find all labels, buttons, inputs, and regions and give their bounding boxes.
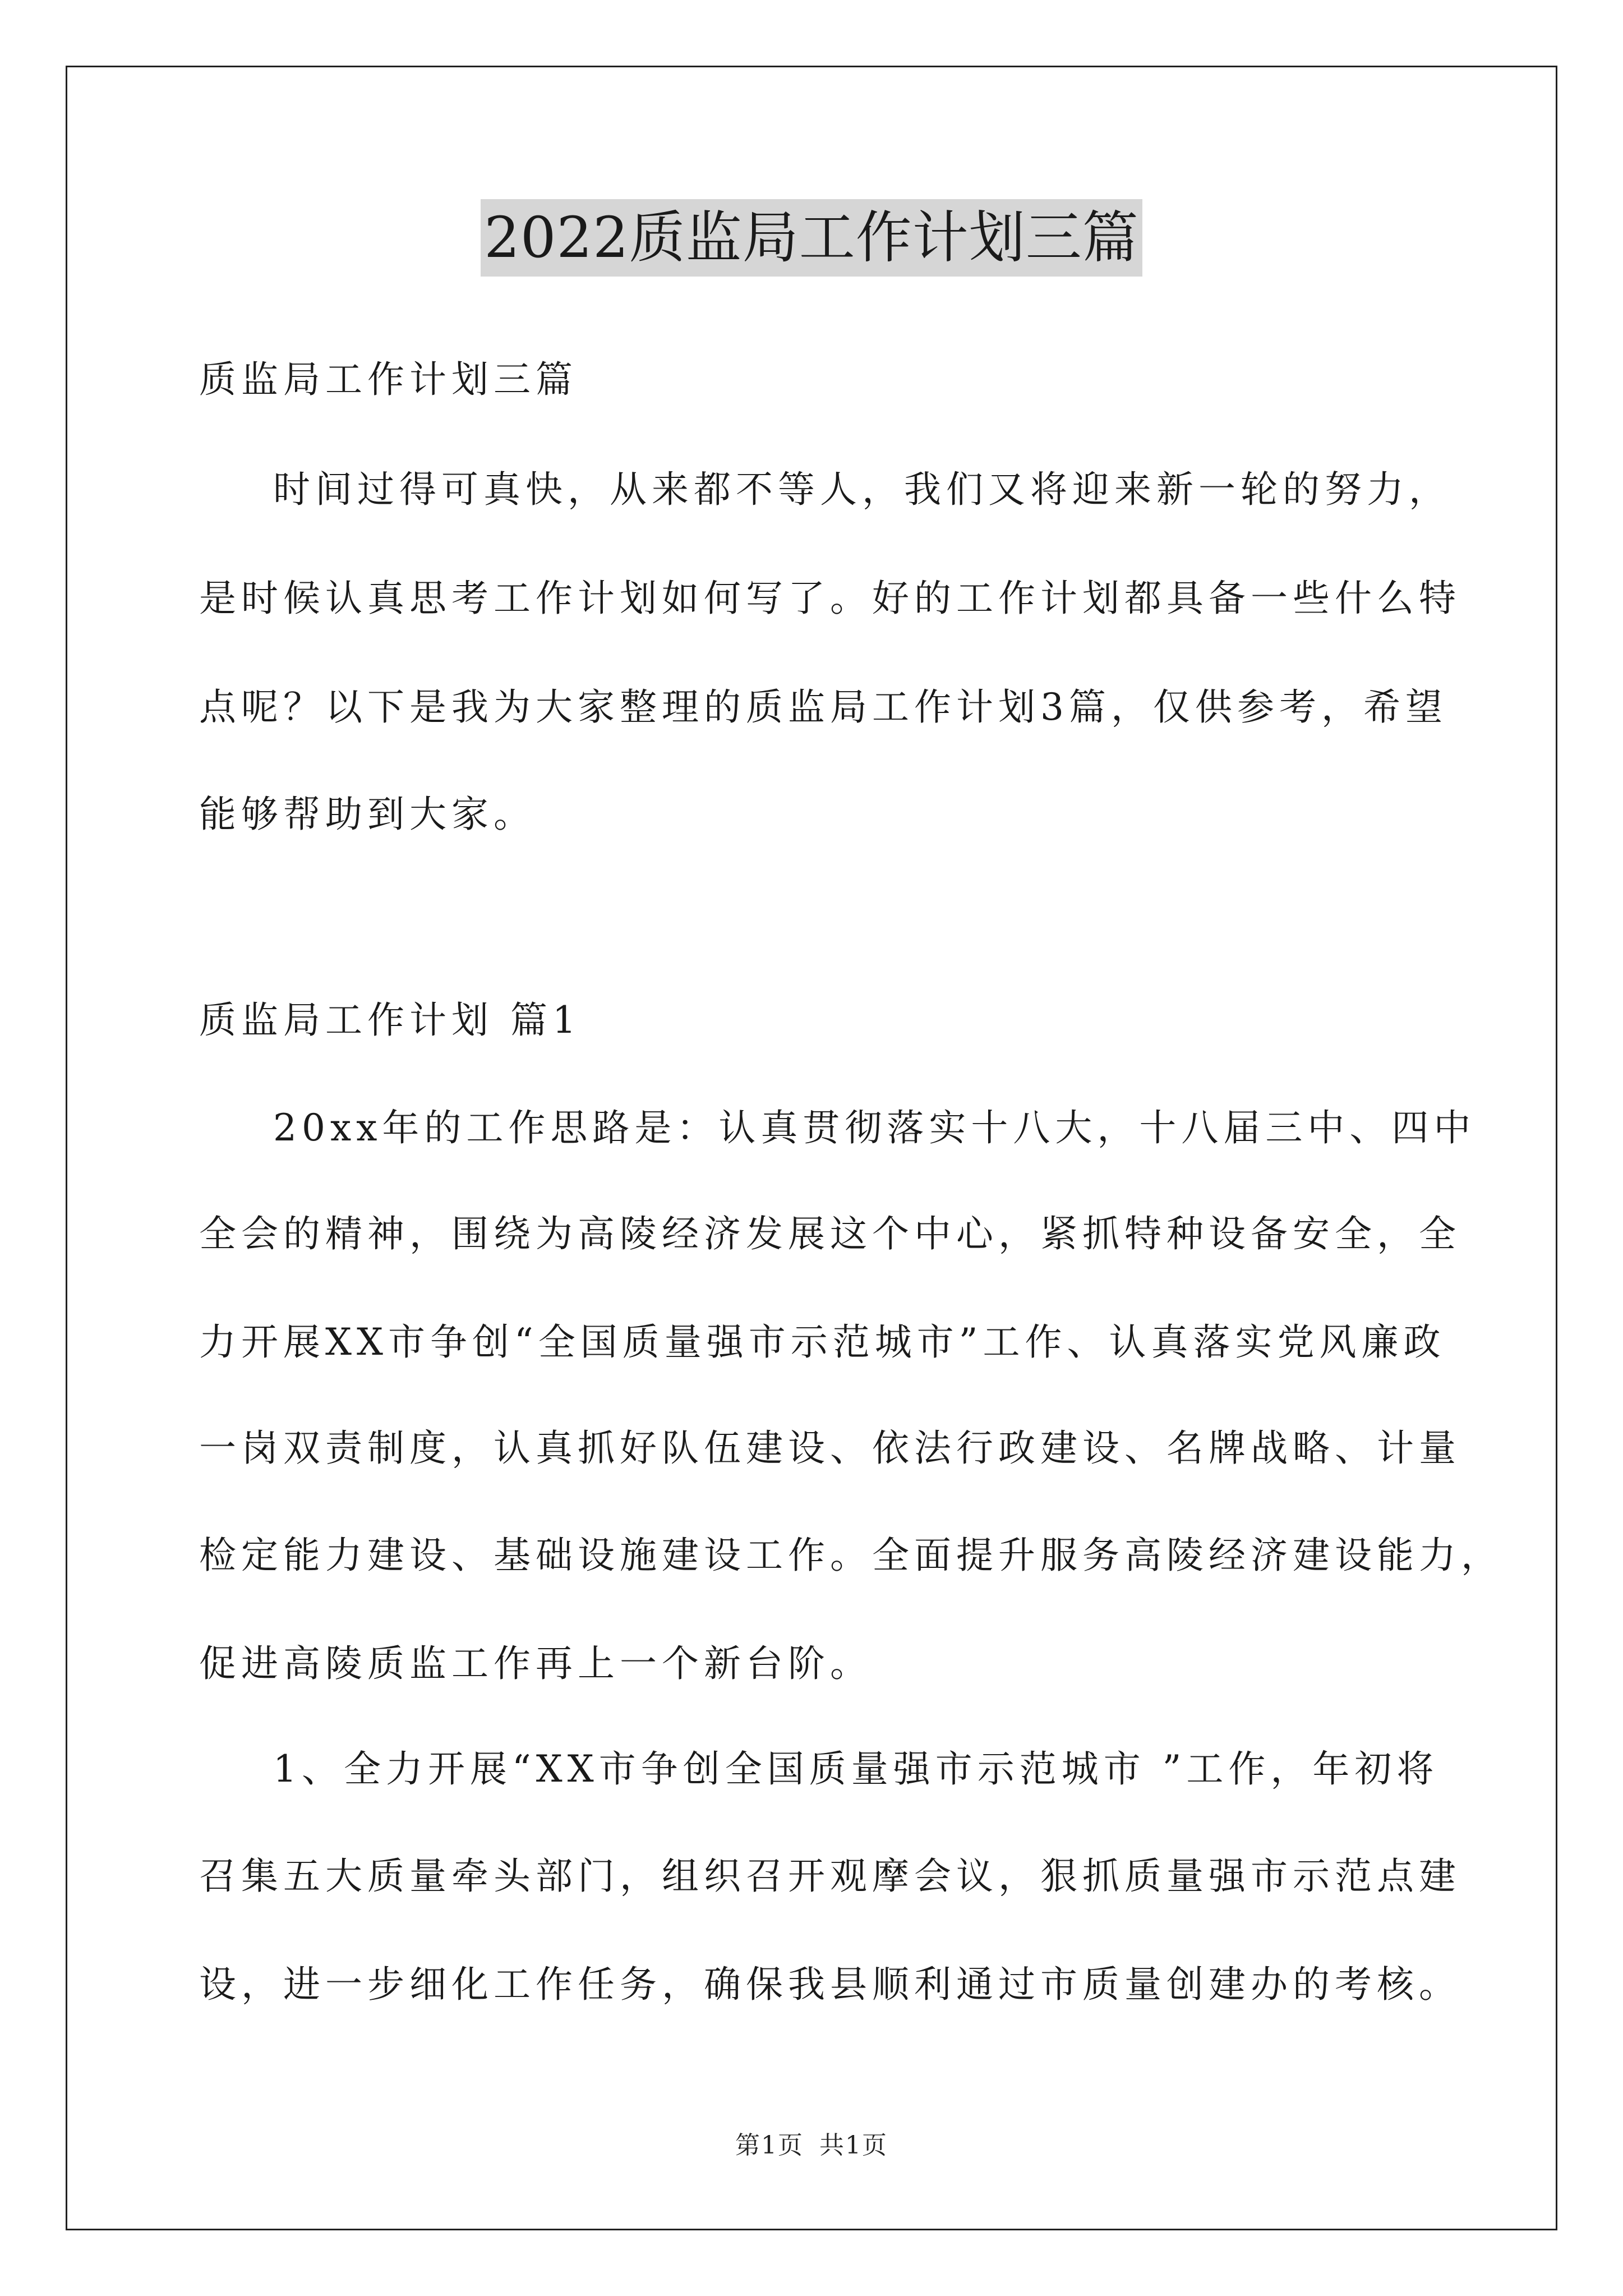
intro-line: 能够帮助到大家。 — [199, 793, 536, 836]
document-title-wrapper — [0, 199, 1623, 277]
page-footer — [0, 2125, 1623, 2161]
section-line: 检定能力建设、基础设施建设工作。全面提升服务高陵经济建设能力， — [199, 1534, 1503, 1577]
section-line: 力开展XX市争创“全国质量强市示范城市”工作、认真落实党风廉政 — [199, 1320, 1446, 1364]
item-line: 1、全力开展“XX市争创全国质量强市示范城市 ”工作，年初将 — [273, 1747, 1439, 1791]
document-title: 2022质监局工作计划三篇 — [481, 199, 1142, 277]
page-number-current: 第1页 — [735, 2131, 804, 2160]
item-line: 设，进一步细化工作任务，确保我县顺利通过市质量创建办的考核。 — [199, 1963, 1461, 2006]
intro-line: 是时候认真思考工作计划如何写了。好的工作计划都具备一些什么特 — [199, 577, 1461, 620]
section-line: 一岗双责制度，认真抓好队伍建设、依法行政建设、名牌战略、计量 — [199, 1427, 1461, 1470]
page-number-total: 共1页 — [819, 2131, 888, 2160]
section-line: 20xx年的工作思路是：认真贯彻落实十八大，十八届三中、四中 — [273, 1106, 1476, 1149]
section-line: 全会的精神，围绕为高陵经济发展这个中心，紧抓特种设备安全，全 — [199, 1212, 1461, 1255]
document-subtitle: 质监局工作计划三篇 — [199, 358, 578, 401]
intro-line: 点呢？以下是我为大家整理的质监局工作计划3篇，仅供参考，希望 — [199, 685, 1447, 729]
section-heading: 质监局工作计划 篇1 — [199, 999, 581, 1042]
item-line: 召集五大质量牵头部门，组织召开观摩会议，狠抓质量强市示范点建 — [199, 1855, 1461, 1898]
intro-line: 时间过得可真快，从来都不等人，我们又将迎来新一轮的努力， — [273, 468, 1451, 511]
section-line: 促进高陵质监工作再上一个新台阶。 — [199, 1642, 872, 1685]
